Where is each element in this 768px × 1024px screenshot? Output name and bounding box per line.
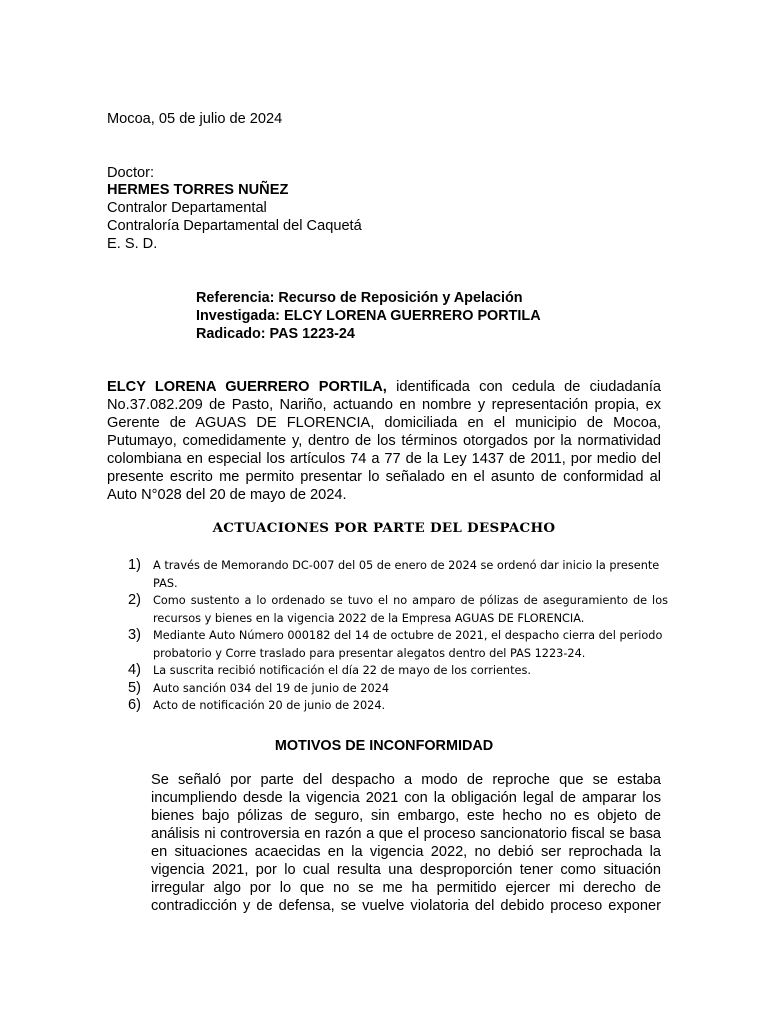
- list-item-text: [153, 557, 668, 592]
- motivos-heading: MOTIVOS DE INCONFORMIDAD: [274, 738, 494, 754]
- motivos-line: Se señaló por parte del despacho a modo de reproche que se estaba: [151, 772, 661, 788]
- list-item-line: recursos y bienes en la vigencia 2022 de la Empresa AGUAS DE FLORENCIA.: [153, 611, 585, 625]
- motivos-line: en situaciones acaecidas en la vigencia 2022, no debió ser reprochada la: [151, 844, 661, 860]
- list-item-line: Mediante Auto Número 000182 del 14 de octubre de 2021, el despacho cierra del periodo: [153, 629, 663, 642]
- list-item-line: A través de Memorando DC-007 del 05 de enero de 2024 se ordenó dar inicio la presente: [153, 559, 660, 572]
- list-item-number: 2): [128, 592, 141, 608]
- list-item: [128, 662, 668, 680]
- list-item-text: [153, 697, 668, 715]
- list-item-number: 4): [128, 662, 141, 678]
- list-item-number: 6): [128, 697, 141, 713]
- motivos-line: análisis ni controversia en razón a que el proceso sancionatorio fiscal se basa: [151, 826, 661, 842]
- letter-date: Mocoa, 05 de julio de 2024: [107, 111, 283, 127]
- intro-line-1-text: identificada con cedula de ciudadanía: [386, 379, 662, 395]
- radicado-line: Radicado: PAS 1223-24: [196, 326, 355, 342]
- motivos-line: contradicción y de defensa, se vuelve violatoria del debido proceso exponer: [151, 898, 661, 914]
- list-item-line: Acto de notificación 20 de junio de 2024.: [153, 699, 386, 712]
- intro-line-7: Auto N°028 del 20 de mayo de 2024.: [107, 487, 347, 503]
- list-item-text: [153, 627, 668, 662]
- petitioner-name: ELCY LORENA GUERRERO PORTILA,: [107, 379, 387, 395]
- investigada-line: Investigada: ELCY LORENA GUERRERO PORTILA: [196, 308, 541, 324]
- intro-line-5: colombiana en especial los artículos 74 a 77 de la Ley 1437 de 2011, por medio del: [107, 451, 661, 467]
- motivos-line: bienes bajo pólizas de seguro, sin embargo, este hecho no es objeto de: [151, 808, 661, 824]
- motivos-line: vigencia 2021, por lo cual resulta una desproporción tener como situación: [151, 862, 661, 878]
- motivos-paragraph: [151, 771, 661, 915]
- intro-line-2: No.37.082.209 de Pasto, Nariño, actuando en nombre y representación propia, ex: [107, 397, 661, 413]
- recipient-entity: Contraloría Departamental del Caquetá: [107, 218, 362, 234]
- list-item: [128, 697, 668, 715]
- list-item: [128, 627, 668, 662]
- list-item-text: [153, 680, 668, 698]
- intro-line-3: Gerente de AGUAS DE FLORENCIA, domiciliada en el municipio de Mocoa,: [107, 415, 661, 431]
- list-item-line: Auto sanción 034 del 19 de junio de 2024: [153, 681, 390, 695]
- reference-line: Referencia: Recurso de Reposición y Apelación: [196, 290, 523, 306]
- list-item-line: Como sustento a lo ordenado se tuvo el no amparo de pólizas de aseguramiento de los: [153, 594, 668, 607]
- list-item-line: La suscrita recibió notificación el día 22 de mayo de los corrientes.: [153, 664, 531, 677]
- intro-line-4: Putumayo, comedidamente y, dentro de los términos otorgados por la normatividad: [107, 433, 661, 449]
- list-item-line: probatorio y Corre traslado para presentar alegatos dentro del PAS 1223-24.: [153, 646, 586, 660]
- intro-line-1: [107, 378, 661, 396]
- motivos-line: irregular algo por lo que no se me ha permitido ejercer mi derecho de: [151, 880, 661, 896]
- list-item-text: [153, 662, 668, 680]
- recipient-salutation: Doctor:: [107, 165, 155, 181]
- list-item: [128, 680, 668, 698]
- intro-paragraph: [107, 378, 661, 504]
- list-item-number: 1): [128, 557, 141, 573]
- list-item-text: [153, 592, 668, 627]
- list-item-number: 5): [128, 679, 141, 696]
- list-item: [128, 557, 668, 592]
- recipient-title: Contralor Departamental: [107, 200, 267, 216]
- list-item-number: 3): [128, 627, 141, 643]
- intro-line-6: presente escrito me permito presentar lo señalado en el asunto de conformidad al: [107, 469, 661, 485]
- motivos-line: incumpliendo desde la vigencia 2021 con la obligación legal de amparar los: [151, 790, 661, 806]
- actuaciones-list: [128, 557, 668, 715]
- recipient-name: HERMES TORRES NUÑEZ: [107, 182, 289, 198]
- list-item: [128, 592, 668, 627]
- recipient-esd: E. S. D.: [107, 236, 158, 252]
- list-item-line: PAS.: [153, 576, 178, 590]
- actuaciones-heading: ACTUACIONES POR PARTE DEL DESPACHO: [212, 520, 556, 536]
